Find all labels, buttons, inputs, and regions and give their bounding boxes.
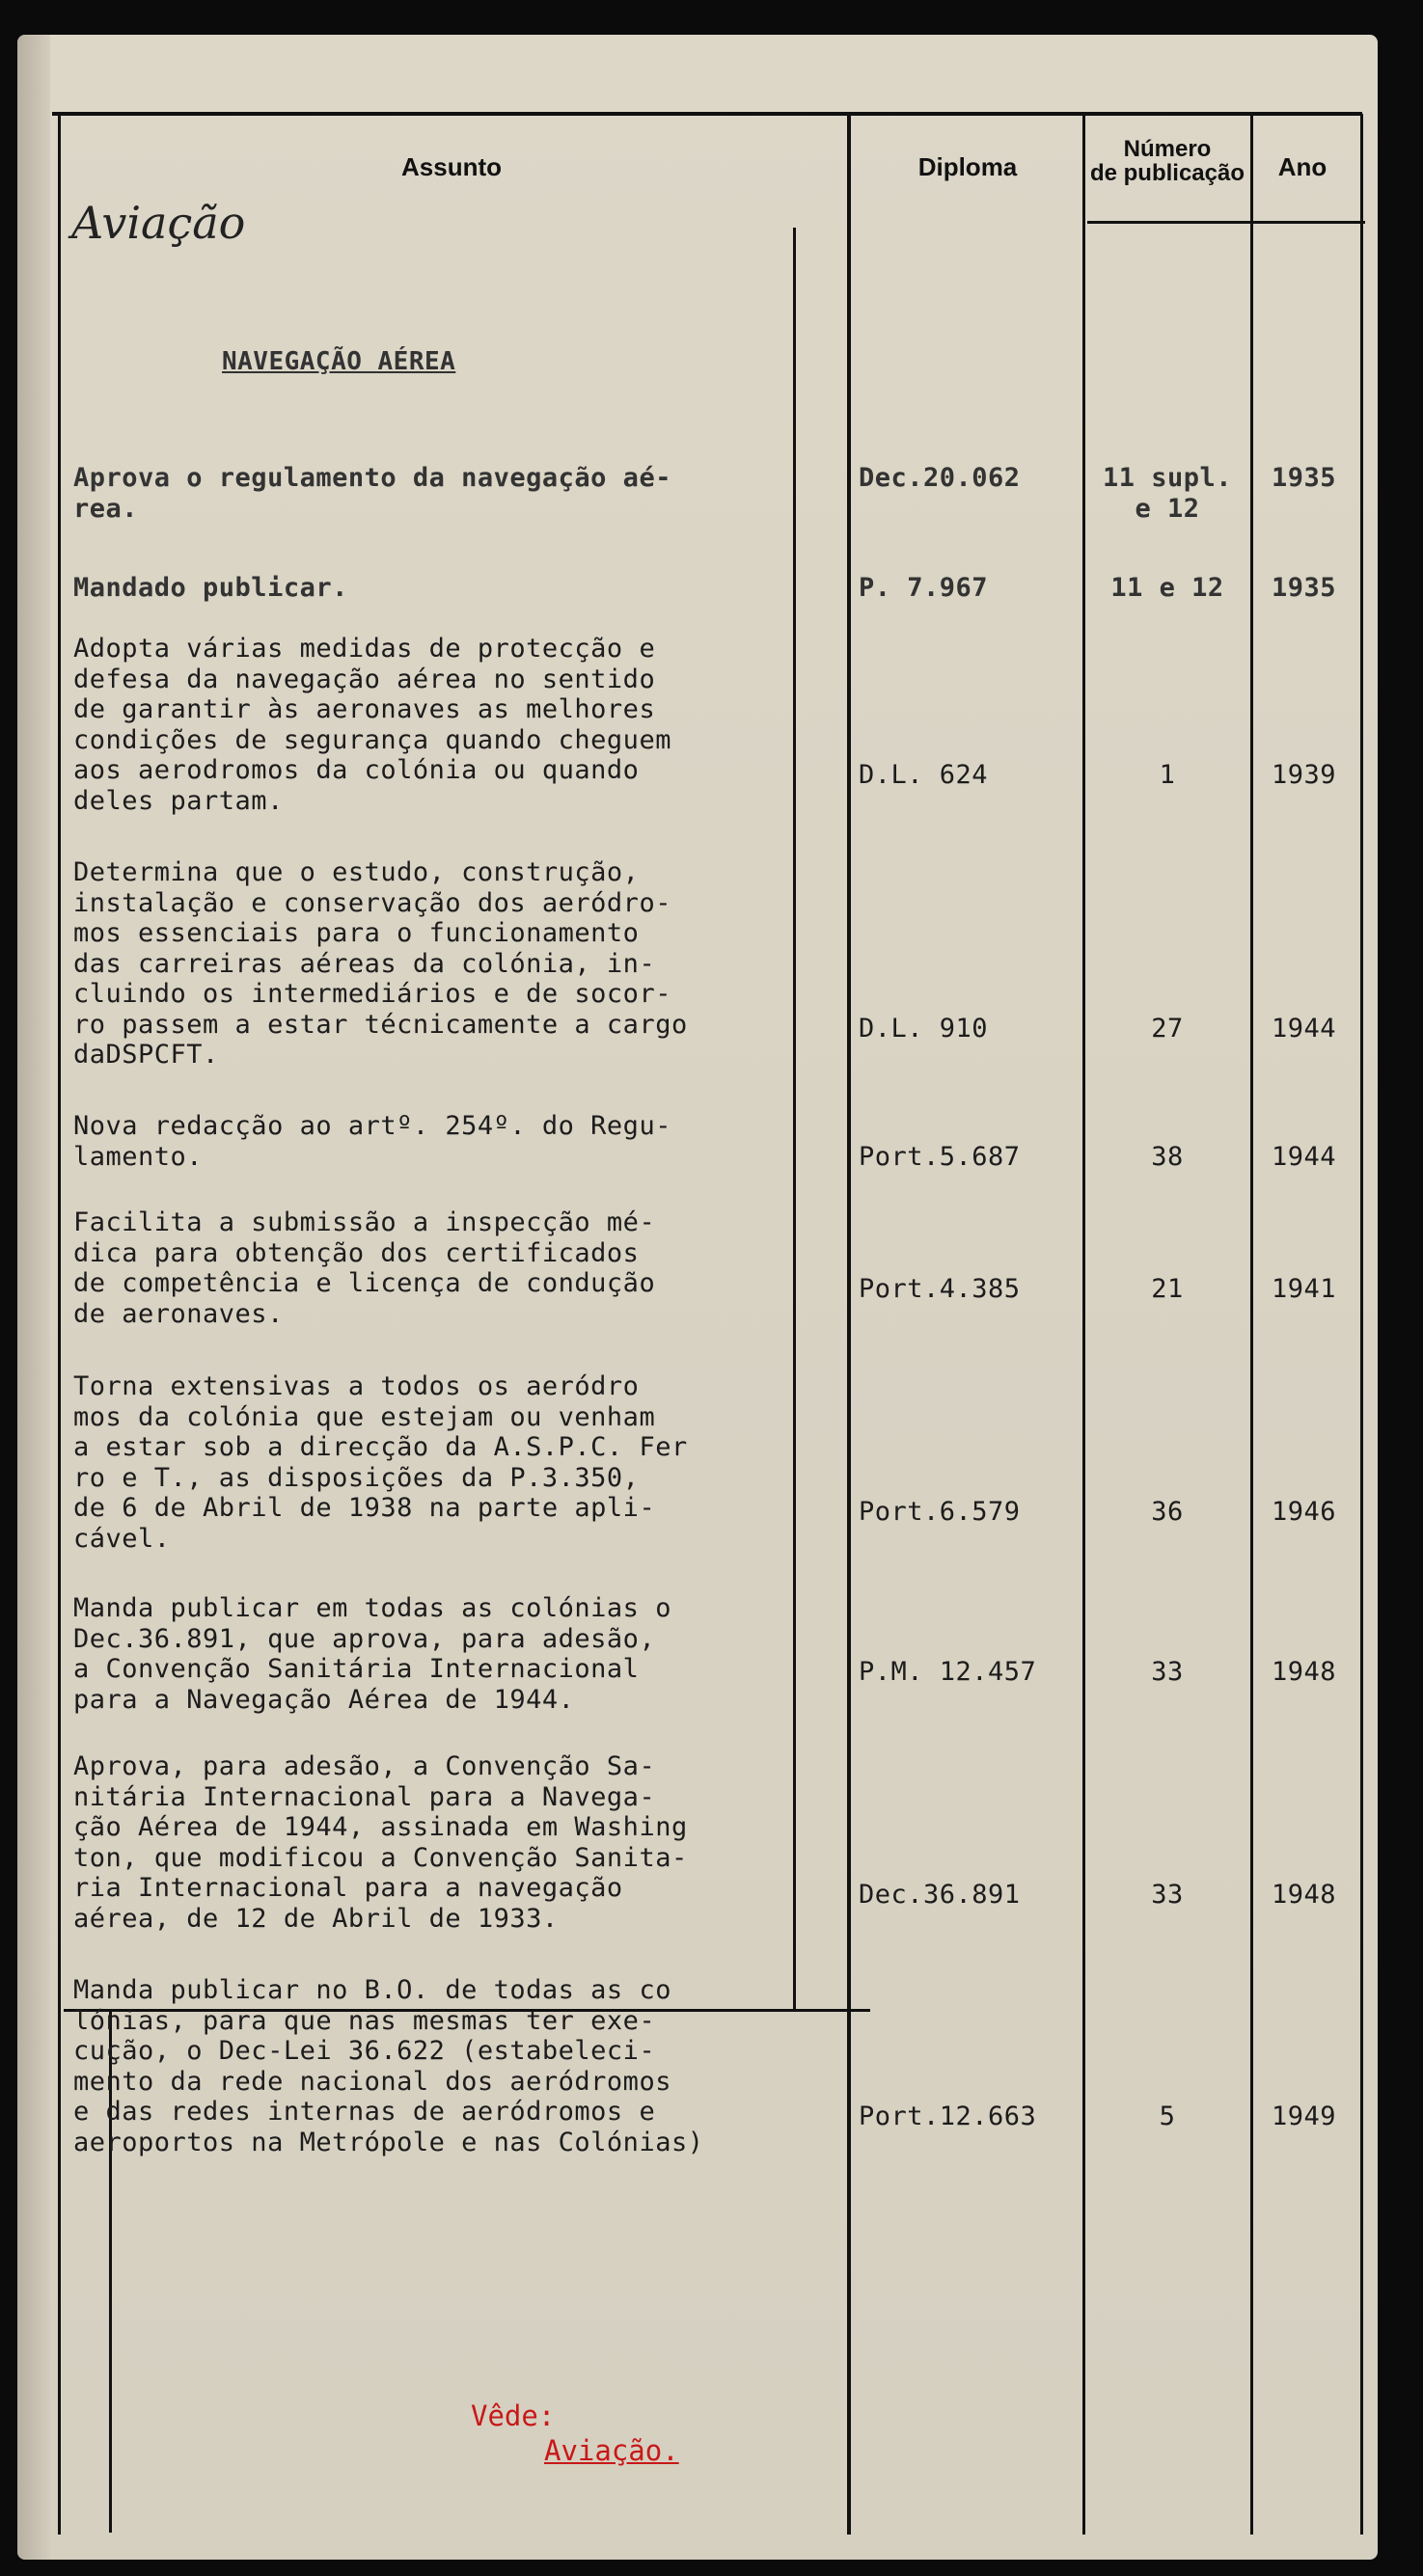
entry-7-numero: 36 <box>1151 1497 1184 1527</box>
entry-4-numero: 27 <box>1151 1014 1184 1044</box>
entry-2-numero: 11 e 12 <box>1110 573 1224 603</box>
left-margin-rule <box>58 114 61 2535</box>
entry-10-ano: 1949 <box>1272 2101 1337 2131</box>
entry-4-diploma: D.L. 910 <box>859 1014 989 1044</box>
entry-6-diploma: Port.4.385 <box>859 1274 1021 1304</box>
entry-1-ano: 1935 <box>1272 463 1337 493</box>
vede-reference: Aviação. <box>544 2434 679 2467</box>
entry-10-assunto: Manda publicar no B.O. de todas as co lónias, para que nas mesmas ter exe- cução, o Dec-Lei 36.622 (estabeleci- mento da rede nacional dos aeródromos e das redes internas de aeródromos e aeroportos na Metrópole e nas Colónias) <box>73 1975 704 2157</box>
entry-8-diploma: P.M. 12.457 <box>859 1657 1037 1687</box>
entry-8-numero: 33 <box>1151 1657 1184 1687</box>
entry-1-diploma: Dec.20.062 <box>859 463 1021 493</box>
entry-2-diploma: P. 7.967 <box>859 573 989 603</box>
entry-3-assunto: Adopta várias medidas de protecção e defesa da navegação aérea no sentido de garantir às aeronaves as melhores condições de segurança quando cheguem aos aerodromos da colónia ou quando deles partam. <box>73 634 671 816</box>
header-numero: Número de publicação <box>1089 136 1245 187</box>
entry-7-ano: 1946 <box>1272 1497 1337 1527</box>
entry-8-ano: 1948 <box>1272 1657 1337 1687</box>
entry-6-assunto: Facilita a submissão a inspecção mé- dica para obtenção dos certificados de competência e licença de condução de aeronaves. <box>73 1207 656 1329</box>
entry-10-numero: 5 <box>1159 2101 1176 2131</box>
header-assunto: Assunto <box>401 152 502 181</box>
ano-left-rule <box>1250 114 1253 2535</box>
entry-2-ano: 1935 <box>1272 573 1337 603</box>
entry-6-ano: 1941 <box>1272 1274 1337 1304</box>
entry-9-numero: 33 <box>1151 1880 1184 1910</box>
entry-2-assunto: Mandado publicar. <box>73 573 348 603</box>
entry-1-numero: 11 supl. e 12 <box>1102 463 1233 524</box>
handwritten-label: Aviação <box>71 197 246 249</box>
entry-6-numero: 21 <box>1151 1274 1184 1304</box>
diploma-left-rule <box>847 114 851 2535</box>
entry-5-numero: 38 <box>1151 1142 1184 1172</box>
vede-label: Vêde: <box>471 2400 556 2432</box>
entry-8-assunto: Manda publicar em todas as colónias o Dec.36.891, que aprova, para adesão, a Convenção Sanitária Internacional para a Navegação Aérea de 1944. <box>73 1593 671 1715</box>
entry-7-diploma: Port.6.579 <box>859 1497 1021 1527</box>
top-rule <box>52 112 1362 116</box>
entry-7-assunto: Torna extensivas a todos os aeródro mos da colónia que estejam ou venham a estar sob a direcção da A.S.P.C. Fer ro e T., as disposições da P.3.350, de 6 de Abril de 1938 na parte apli- cável. <box>73 1371 688 1554</box>
entry-4-ano: 1944 <box>1272 1014 1337 1044</box>
entry-5-assunto: Nova redacção ao artº. 254º. do Regu- lamento. <box>73 1111 671 1172</box>
entry-3-diploma: D.L. 624 <box>859 760 989 790</box>
right-edge-rule <box>1360 114 1363 2535</box>
entry-3-ano: 1939 <box>1272 760 1337 790</box>
entry-9-ano: 1948 <box>1272 1880 1337 1910</box>
entry-10-diploma: Port.12.663 <box>859 2101 1037 2131</box>
entry-3-numero: 1 <box>1159 760 1176 790</box>
index-card <box>17 35 1378 2560</box>
assunto-inner-rule <box>793 228 796 2012</box>
header-rule <box>1087 221 1365 224</box>
section-title: NAVEGAÇÃO AÉREA <box>222 347 456 376</box>
entry-9-diploma: Dec.36.891 <box>859 1880 1021 1910</box>
header-ano: Ano <box>1277 152 1327 181</box>
entry-4-assunto: Determina que o estudo, construção, instalação e conservação dos aeródro- mos essenciais para o funcionamento das carreiras aéreas da colónia, in- cluindo os intermediários e de socor- ro passem a estar técnicamente a cargo daDSPCFT. <box>73 857 688 1070</box>
entry-9-assunto: Aprova, para adesão, a Convenção Sa- nitária Internacional para a Navega- ção Aérea de 1944, assinada em Washing ton, que modificou a Convenção Sanita- ria Internacional para a navegação aérea, de 12 de Abril de 1933. <box>73 1751 688 1934</box>
entry-5-diploma: Port.5.687 <box>859 1142 1021 1172</box>
entry-1-assunto: Aprova o regulamento da navegação aé- rea. <box>73 463 671 524</box>
entry-5-ano: 1944 <box>1272 1142 1337 1172</box>
header-diploma: Diploma <box>917 152 1018 181</box>
